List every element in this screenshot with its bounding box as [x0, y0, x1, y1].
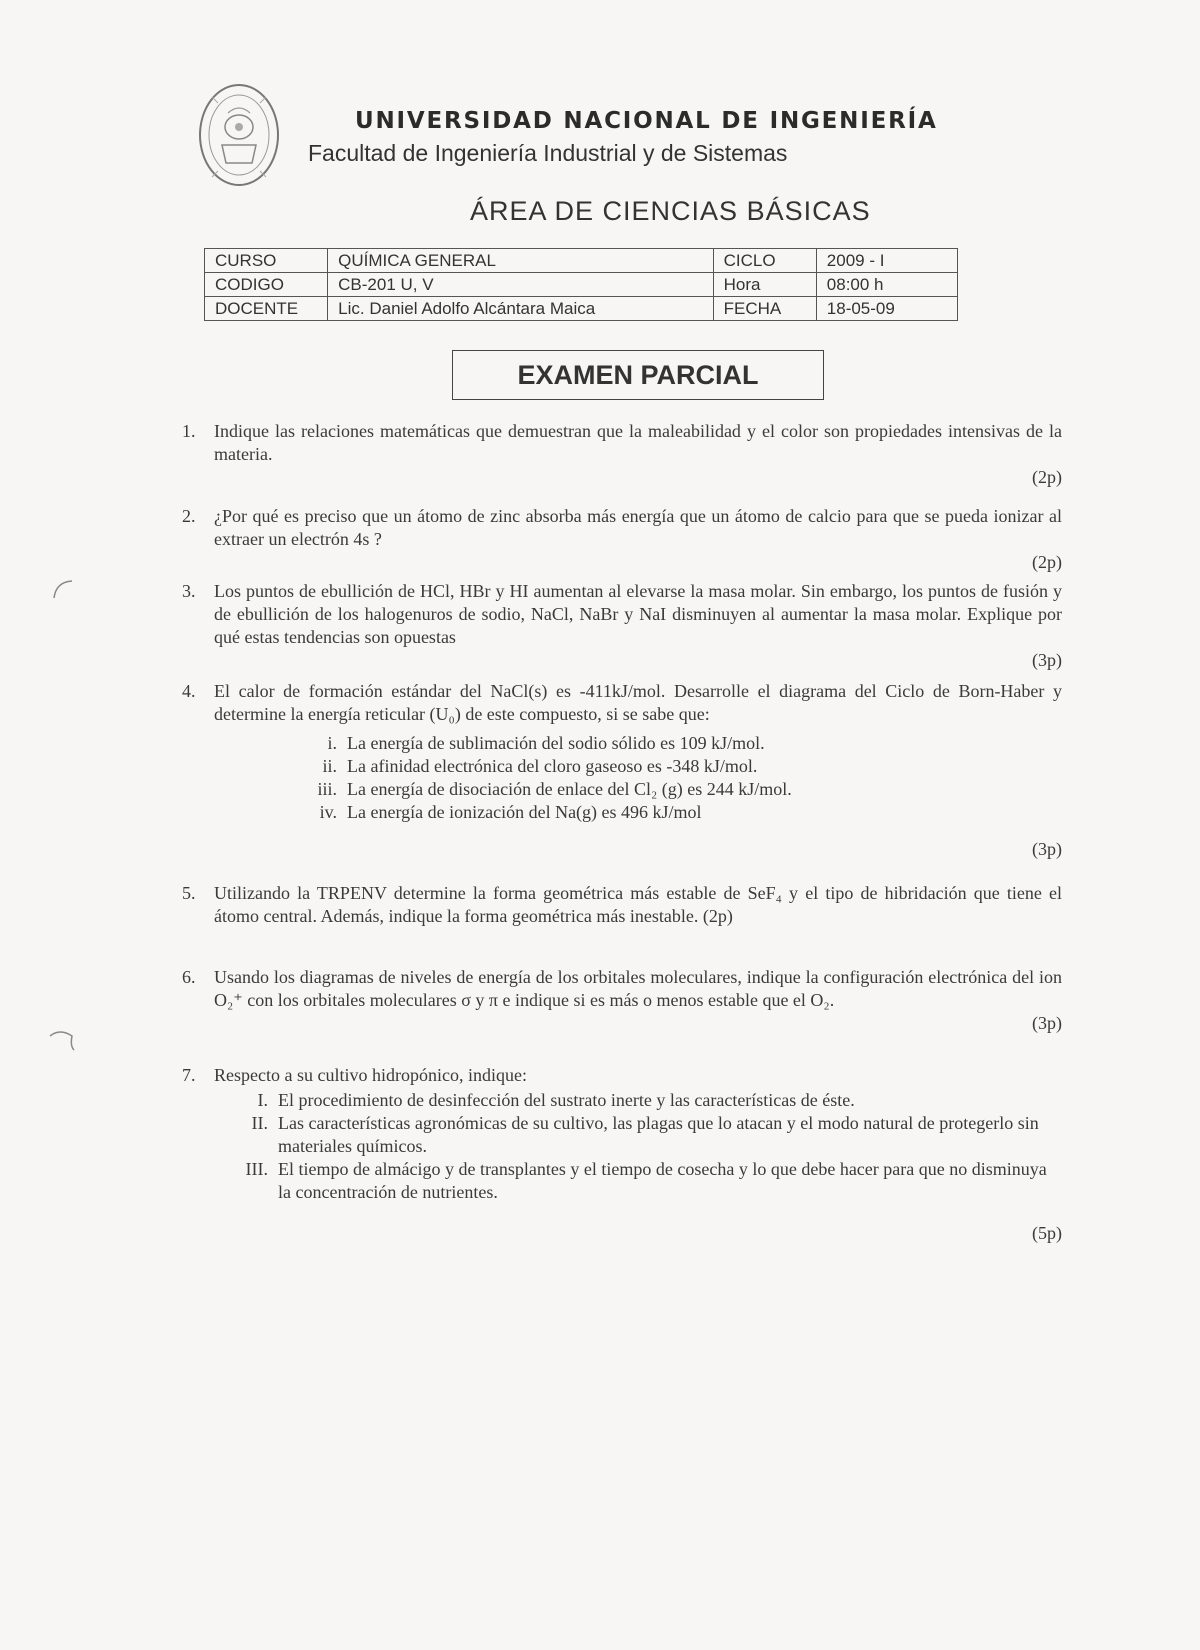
- question-points: (2p): [1032, 552, 1062, 572]
- list-item: III. El tiempo de almácigo y de transplantes y el tiempo de cosecha y lo que debe hacer para que no disminuya la concentración de nutrientes.: [245, 1159, 1047, 1202]
- question-number: 2.: [182, 506, 196, 526]
- question-5: [182, 882, 1062, 928]
- question-number: 4.: [182, 681, 196, 701]
- question-number: 1.: [182, 421, 196, 441]
- question-number: 5.: [182, 883, 196, 903]
- question-points: (3p): [1032, 839, 1062, 859]
- ciclo-label: CICLO: [713, 249, 816, 273]
- question-1: [182, 420, 1062, 489]
- list-item: i. La energía de sublimación del sodio sólido es 109 kJ/mol.: [327, 733, 765, 753]
- question-points: (3p): [1032, 1013, 1062, 1033]
- university-name: UNIVERSIDAD NACIONAL DE INGENIERÍA: [355, 108, 938, 134]
- hora-value: 08:00 h: [816, 273, 957, 297]
- list-item: II. Las características agronómicas de su cultivo, las plagas que lo atacan y el modo natural de protegerlo sin materiales químicos.: [251, 1113, 1039, 1156]
- hora-label: Hora: [713, 273, 816, 297]
- question-text: Usando los diagramas de niveles de energía de los orbitales moleculares, indique la configuración electrónica del ion O₂⁺ con los orbitales moleculares σ y π e indique si es más o menos estable que el O₂.: [214, 967, 1062, 1010]
- question-points: (5p): [1032, 1223, 1062, 1243]
- question-points: (2p): [1032, 467, 1062, 487]
- list-item: ii. La afinidad electrónica del cloro gaseoso es -348 kJ/mol.: [322, 756, 758, 776]
- question-7: [182, 1064, 1062, 1245]
- table-row: [205, 297, 958, 321]
- question-text: ¿Por qué es preciso que un átomo de zinc absorba más energía que un átomo de calcio para que se pueda ionizar al extraer un electrón 4s ?: [214, 506, 1062, 549]
- question-text: Indique las relaciones matemáticas que demuestran que la maleabilidad y el color son propiedades intensivas de la materia.: [214, 421, 1062, 464]
- question-number: 6.: [182, 967, 196, 987]
- ciclo-value: 2009 - I: [816, 249, 957, 273]
- docente-label: DOCENTE: [205, 297, 328, 321]
- question-2: [182, 505, 1062, 574]
- punch-hole-icon: [52, 578, 80, 600]
- faculty-name: Facultad de Ingeniería Industrial y de Sistemas: [308, 140, 788, 166]
- course-info-table: [204, 248, 958, 321]
- question-sublist: [245, 1089, 1062, 1204]
- exam-title: EXAMEN PARCIAL: [452, 350, 824, 400]
- list-item: iii. La energía de disociación de enlace del Cl₂ (g) es 244 kJ/mol.: [317, 779, 792, 799]
- codigo-value: CB-201 U, V: [328, 273, 714, 297]
- docente-value: Lic. Daniel Adolfo Alcántara Maica: [328, 297, 714, 321]
- list-item: iv. La energía de ionización del Na(g) es 496 kJ/mol: [319, 802, 702, 822]
- question-number: 7.: [182, 1065, 196, 1085]
- question-points: (3p): [1032, 650, 1062, 670]
- fecha-label: FECHA: [713, 297, 816, 321]
- question-4: [182, 680, 1062, 861]
- question-text: El calor de formación estándar del NaCl(s) es -411kJ/mol. Desarrolle el diagrama del Ciclo de Born-Haber y determine la energía reticular (U₀) de este compuesto, si se sabe que:: [214, 681, 1062, 724]
- question-text: Los puntos de ebullición de HCl, HBr y HI aumentan al elevarse la masa molar. Sin embargo, los puntos de fusión y de ebullición de los halogenuros de sodio, NaCl, NaBr y NaI disminuyen al aumentar la masa molar. Explique por qué estas tendencias son opuestas: [214, 581, 1062, 647]
- curso-value: QUÍMICA GENERAL: [328, 249, 714, 273]
- punch-hole-icon: [48, 1030, 76, 1052]
- list-item: I. El procedimiento de desinfección del sustrato inerte y las características de éste.: [257, 1090, 855, 1110]
- codigo-label: CODIGO: [205, 273, 328, 297]
- question-sublist: [317, 732, 1062, 824]
- curso-label: CURSO: [205, 249, 328, 273]
- question-6: [182, 966, 1062, 1035]
- university-seal-icon: [198, 83, 280, 187]
- question-3: [182, 580, 1062, 672]
- question-number: 3.: [182, 581, 196, 601]
- fecha-value: 18-05-09: [816, 297, 957, 321]
- question-text: Utilizando la TRPENV determine la forma geométrica más estable de SeF₄ y el tipo de hibridación que tiene el átomo central. Además, indique la forma geométrica más inestable. (2p): [214, 883, 1062, 926]
- table-row: [205, 273, 958, 297]
- question-text: Respecto a su cultivo hidropónico, indique:: [214, 1065, 527, 1085]
- table-row: [205, 249, 958, 273]
- area-title: ÁREA DE CIENCIAS BÁSICAS: [470, 196, 871, 226]
